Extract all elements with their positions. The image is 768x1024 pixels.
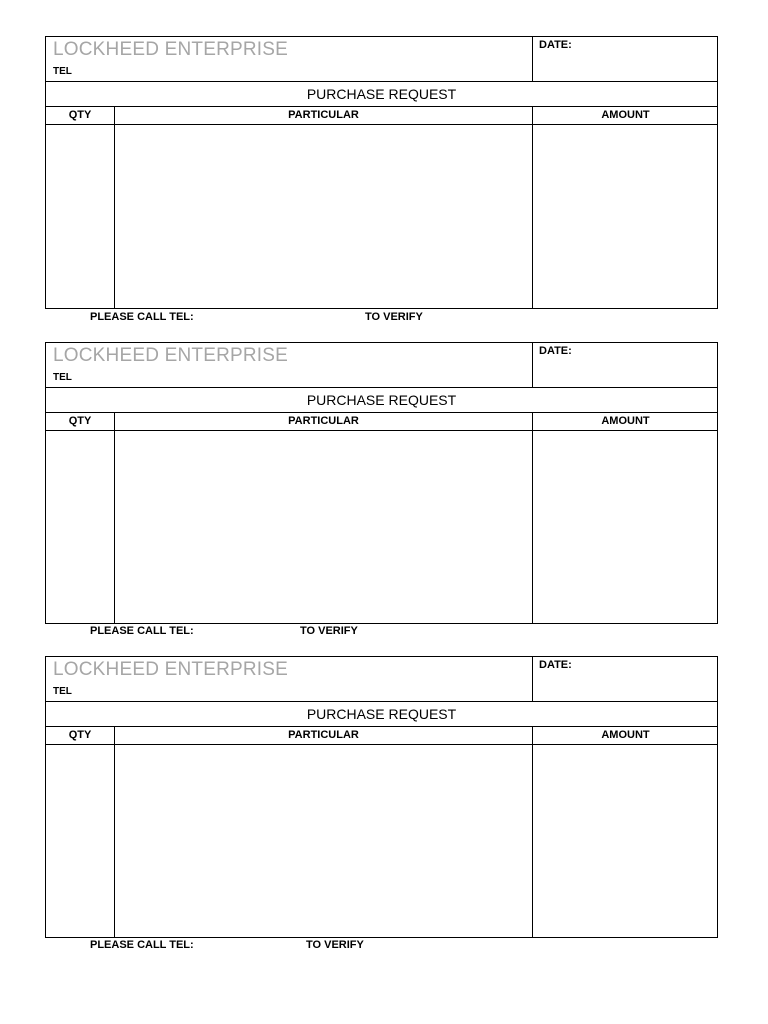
table-body bbox=[46, 745, 717, 938]
please-call-label: PLEASE CALL TEL: bbox=[90, 311, 194, 323]
date-label: DATE: bbox=[539, 659, 572, 671]
table-body bbox=[46, 125, 717, 309]
form-header bbox=[46, 657, 717, 702]
qty-header: QTY bbox=[68, 729, 92, 741]
company-name: LOCKHEED ENTERPRISE bbox=[53, 659, 289, 680]
particular-column[interactable] bbox=[114, 125, 532, 309]
table-header bbox=[46, 413, 717, 431]
table-body bbox=[46, 431, 717, 624]
purchase-request-form-1 bbox=[45, 36, 718, 309]
please-call-label: PLEASE CALL TEL: bbox=[90, 625, 194, 637]
form-title: PURCHASE REQUEST bbox=[46, 82, 717, 107]
company-name: LOCKHEED ENTERPRISE bbox=[53, 39, 289, 60]
verify-note-2 bbox=[0, 625, 768, 639]
purchase-request-form-3 bbox=[45, 656, 718, 938]
qty-column[interactable] bbox=[46, 431, 114, 624]
date-field[interactable] bbox=[532, 343, 718, 387]
amount-header: AMOUNT bbox=[532, 727, 718, 744]
tel-label: TEL bbox=[53, 66, 72, 77]
date-label: DATE: bbox=[539, 39, 572, 51]
form-title: PURCHASE REQUEST bbox=[46, 388, 717, 413]
particular-header: PARTICULAR bbox=[114, 727, 532, 744]
particular-header: PARTICULAR bbox=[114, 107, 532, 124]
date-label: DATE: bbox=[539, 345, 572, 357]
to-verify-label: TO VERIFY bbox=[300, 625, 358, 637]
qty-column[interactable] bbox=[46, 125, 114, 309]
qty-column[interactable] bbox=[46, 745, 114, 938]
verify-note-3 bbox=[0, 939, 768, 953]
company-name: LOCKHEED ENTERPRISE bbox=[53, 345, 289, 366]
amount-header: AMOUNT bbox=[532, 107, 718, 124]
table-header bbox=[46, 107, 717, 125]
purchase-request-form-2 bbox=[45, 342, 718, 624]
particular-header: PARTICULAR bbox=[114, 413, 532, 430]
form-header bbox=[46, 37, 717, 82]
qty-header: QTY bbox=[68, 109, 92, 121]
form-header bbox=[46, 343, 717, 388]
to-verify-label: TO VERIFY bbox=[306, 939, 364, 951]
amount-column[interactable] bbox=[532, 745, 718, 938]
amount-column[interactable] bbox=[532, 125, 718, 309]
amount-header: AMOUNT bbox=[532, 413, 718, 430]
tel-label: TEL bbox=[53, 372, 72, 383]
table-header bbox=[46, 727, 717, 745]
verify-note-1 bbox=[0, 311, 768, 325]
particular-column[interactable] bbox=[114, 745, 532, 938]
form-title: PURCHASE REQUEST bbox=[46, 702, 717, 727]
please-call-label: PLEASE CALL TEL: bbox=[90, 939, 194, 951]
qty-header: QTY bbox=[68, 415, 92, 427]
to-verify-label: TO VERIFY bbox=[365, 311, 423, 323]
amount-column[interactable] bbox=[532, 431, 718, 624]
tel-label: TEL bbox=[53, 686, 72, 697]
date-field[interactable] bbox=[532, 657, 718, 701]
date-field[interactable] bbox=[532, 37, 718, 81]
particular-column[interactable] bbox=[114, 431, 532, 624]
